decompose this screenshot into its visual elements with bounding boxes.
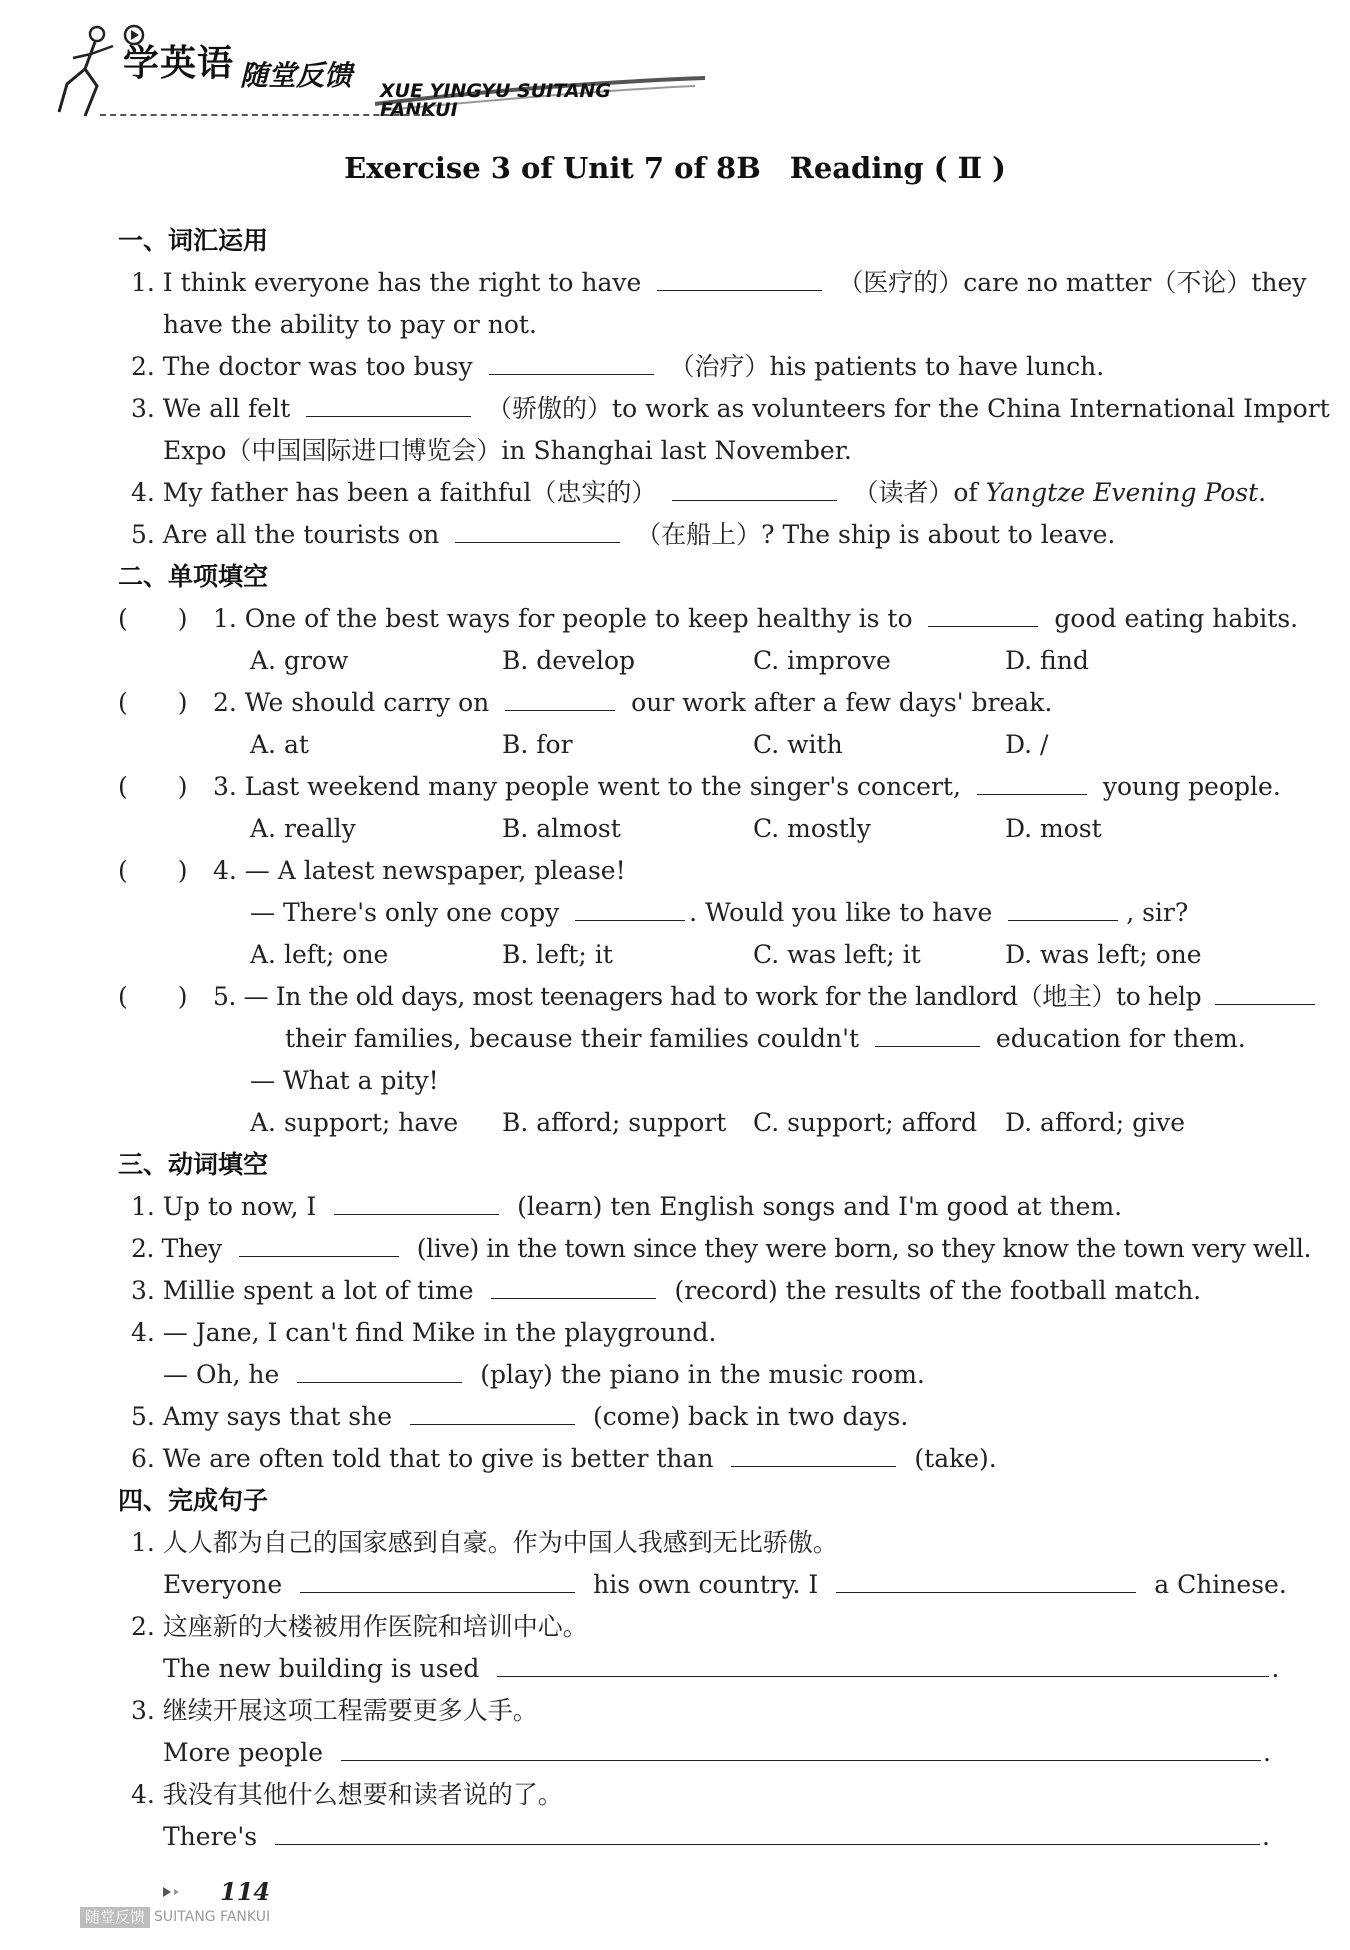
vocab-q4-mid: （读者）of [853,478,986,507]
mc-q5-line1 [213,984,1315,1009]
section-heading-sentences: 四、完成句子 [118,1486,269,1515]
verb-q4-prefix: — Oh, he [163,1360,280,1389]
mc-q1-option-a: A. grow [250,646,349,675]
mc-q4-line1: 4. — A latest newspaper, please! [213,856,626,885]
answer-parentheses[interactable]: ( ) [118,982,188,1011]
mc-q5-option-a: A. support; have [250,1108,459,1137]
vocab-q1-suffix: （医疗的）care no matter（不论）they [838,268,1307,297]
vocab-q4-end: . [1258,478,1267,507]
sentence-q4-prefix: There's [163,1822,258,1851]
footer-tag-english: SUITANG FANKUI [154,1909,271,1925]
answer-blank [875,1045,980,1047]
answer-blank[interactable] [239,1255,399,1257]
mc-q5-option-c: C. support; afford [753,1108,978,1137]
sentence-period: . [1261,1822,1270,1851]
answer-blank[interactable] [497,1675,1269,1677]
mc-q4-option-b: B. left; it [502,940,613,969]
answer-blank[interactable] [410,1423,575,1425]
vocab-q2-prefix: 2. The doctor was too busy [131,352,473,381]
answer-parentheses[interactable]: ( ) [118,772,188,801]
section-heading-verbs: 三、动词填空 [118,1150,269,1179]
sentence-period: . [1271,1654,1280,1683]
answer-blank[interactable] [489,373,654,375]
verb-q6-prefix: 6. We are often told that to give is better than [131,1444,714,1473]
sentence-q1-part-a: Everyone [163,1570,283,1599]
mc-q5-mid: their families, because their families couldn't [285,1024,860,1053]
verb-q3 [131,1278,1201,1303]
answer-blank [1215,1003,1315,1005]
mc-q1-option-c: C. improve [753,646,891,675]
answer-blank[interactable] [836,1591,1136,1593]
sentence-q1-part-c: a Chinese. [1154,1570,1287,1599]
vocab-q4-prefix: 4. My father has been a faithful（忠实的） [131,478,657,507]
mc-q4-option-d: D. was left; one [1005,940,1202,969]
verb-q5-suffix: (come) back in two days. [592,1402,909,1431]
runner-icon [55,24,125,124]
verb-q1-prefix: 1. Up to now, I [131,1192,317,1221]
verb-q2 [131,1236,1311,1261]
verb-q6-suffix: (take). [914,1444,997,1473]
sentence-q2-prefix: The new building is used [163,1654,480,1683]
sentence-q4-english [163,1824,1270,1849]
answer-blank[interactable] [306,415,471,417]
mc-q3-option-b: B. almost [502,814,621,843]
logo-english: XUE YINGYU SUITANG FANKUI [380,80,611,121]
verb-q4-line1: 4. — Jane, I can't find Mike in the playground. [131,1318,717,1347]
vocab-q4 [131,480,1266,505]
verb-q3-suffix: (record) the results of the football match. [674,1276,1202,1305]
verb-q5 [131,1404,908,1429]
sentence-q1-part-b: his own country. I [593,1570,819,1599]
sentence-q3-prefix: More people [163,1738,323,1767]
mc-q1-prefix: 1. One of the best ways for people to keep healthy is to [213,604,913,633]
header-logo [55,18,695,123]
page-arrow-icon [163,1886,185,1898]
mc-q5-line2 [285,1026,1246,1051]
mc-q2-option-c: C. with [753,730,843,759]
vocab-q2 [131,354,1104,379]
verb-q2-prefix: 2. They [131,1234,222,1263]
answer-blank[interactable] [731,1465,896,1467]
mc-q2-option-a: A. at [250,730,309,759]
section-heading-vocab: 一、词汇运用 [118,226,269,255]
vocab-q1-prefix: 1. I think everyone has the right to have [131,268,642,297]
vocab-q1-line1 [131,270,1306,295]
footer-tag [80,1904,270,1930]
vocab-q3-line2: Expo（中国国际进口博览会）in Shanghai last November. [163,436,852,465]
page-number: 114 [220,1877,271,1906]
answer-blank[interactable] [300,1591,575,1593]
mc-q2-option-d: D. / [1005,730,1049,759]
vocab-q1-line2: have the ability to pay or not. [163,310,537,339]
verb-q4-suffix: (play) the piano in the music room. [480,1360,925,1389]
vocab-q5-suffix: （在船上）? The ship is about to leave. [636,520,1116,549]
verb-q6 [131,1446,997,1471]
header-divider [100,114,430,116]
sentence-q1-chinese: 1. 人人都为自己的国家感到自豪。作为中国人我感到无比骄傲。 [131,1528,838,1557]
mc-q4-option-c: C. was left; it [753,940,921,969]
mc-q5-prefix: 5. — In the old days, most teenagers had to work for the landlord（地主）to help [213,982,1202,1011]
mc-q3-suffix: young people. [1102,772,1281,801]
mc-q3-prefix: 3. Last weekend many people went to the singer's concert, [213,772,961,801]
mc-q3-option-d: D. most [1005,814,1102,843]
logo-chinese-sub: 随堂反馈 [240,59,353,92]
sentence-period: . [1262,1738,1271,1767]
verb-q2-suffix: (live) in the town since they were born, so they know the town very well. [416,1234,1311,1263]
answer-blank[interactable] [491,1297,656,1299]
section-heading-choice: 二、单项填空 [118,562,269,591]
answer-blank[interactable] [455,541,620,543]
mc-q3-option-c: C. mostly [753,814,871,843]
sentence-q2-english [163,1656,1279,1681]
footer-tag-label: 随堂反馈 [80,1907,150,1928]
mc-q1-option-d: D. find [1005,646,1089,675]
mc-q2-prefix: 2. We should carry on [213,688,490,717]
answer-parentheses[interactable]: ( ) [118,688,188,717]
answer-blank[interactable] [672,499,837,501]
answer-blank[interactable] [657,289,822,291]
verb-q3-prefix: 3. Millie spent a lot of time [131,1276,474,1305]
verb-q5-prefix: 5. Amy says that she [131,1402,393,1431]
answer-blank [1008,919,1118,921]
sentence-q3-chinese: 3. 继续开展这项工程需要更多人手。 [131,1696,538,1725]
vocab-q3-line1 [131,396,1330,421]
mc-q5-option-d: D. afford; give [1005,1108,1186,1137]
mc-q2-option-b: B. for [502,730,573,759]
mc-q5-line3: — What a pity! [250,1066,439,1095]
mc-q4-mid: . Would you like to have [689,898,993,927]
answer-blank [928,625,1038,627]
sentence-q1-english [163,1572,1287,1597]
verb-q1-suffix: (learn) ten English songs and I'm good at them. [517,1192,1123,1221]
mc-q1-suffix: good eating habits. [1054,604,1299,633]
vocab-q3-suffix: （骄傲的）to work as volunteers for the China International Import [487,394,1330,423]
answer-parentheses[interactable]: ( ) [118,856,188,885]
sentence-q4-chinese: 4. 我没有其他什么想要和读者说的了。 [131,1780,563,1809]
mc-q2-suffix: our work after a few days' break. [631,688,1053,717]
logo-chinese: 学英语 [123,43,235,84]
newspaper-name: Yangtze Evening Post [985,478,1259,507]
mc-q3-stem [213,774,1281,799]
answer-blank[interactable] [297,1381,462,1383]
vocab-q5-prefix: 5. Are all the tourists on [131,520,440,549]
mc-q4-suffix: , sir? [1126,898,1189,927]
vocab-q2-suffix: （治疗）his patients to have lunch. [669,352,1105,381]
mc-q5-suffix: education for them. [995,1024,1246,1053]
verb-q4-line2 [163,1362,925,1387]
vocab-q3-prefix: 3. We all felt [131,394,291,423]
answer-blank [505,709,615,711]
mc-q5-option-b: B. afford; support [502,1108,727,1137]
mc-q3-option-a: A. really [250,814,356,843]
sentence-q3-english [163,1740,1271,1765]
mc-q2-stem [213,690,1052,715]
answer-blank[interactable] [334,1213,499,1215]
answer-blank [977,793,1087,795]
mc-q1-option-b: B. develop [502,646,636,675]
mc-q4-option-a: A. left; one [250,940,389,969]
answer-blank[interactable] [341,1759,1261,1761]
sentence-q2-chinese: 2. 这座新的大楼被用作医院和培训中心。 [131,1612,588,1641]
answer-blank[interactable] [275,1843,1260,1845]
answer-blank [575,919,685,921]
vocab-q5 [131,522,1115,547]
mc-q4-line2 [250,900,1188,925]
mc-q4-prefix: — There's only one copy [250,898,560,927]
answer-parentheses[interactable]: ( ) [118,604,188,633]
verb-q1 [131,1194,1122,1219]
page-title: Exercise 3 of Unit 7 of 8B Reading ( Ⅱ ) [344,151,1006,185]
mc-q1-stem [213,606,1298,631]
